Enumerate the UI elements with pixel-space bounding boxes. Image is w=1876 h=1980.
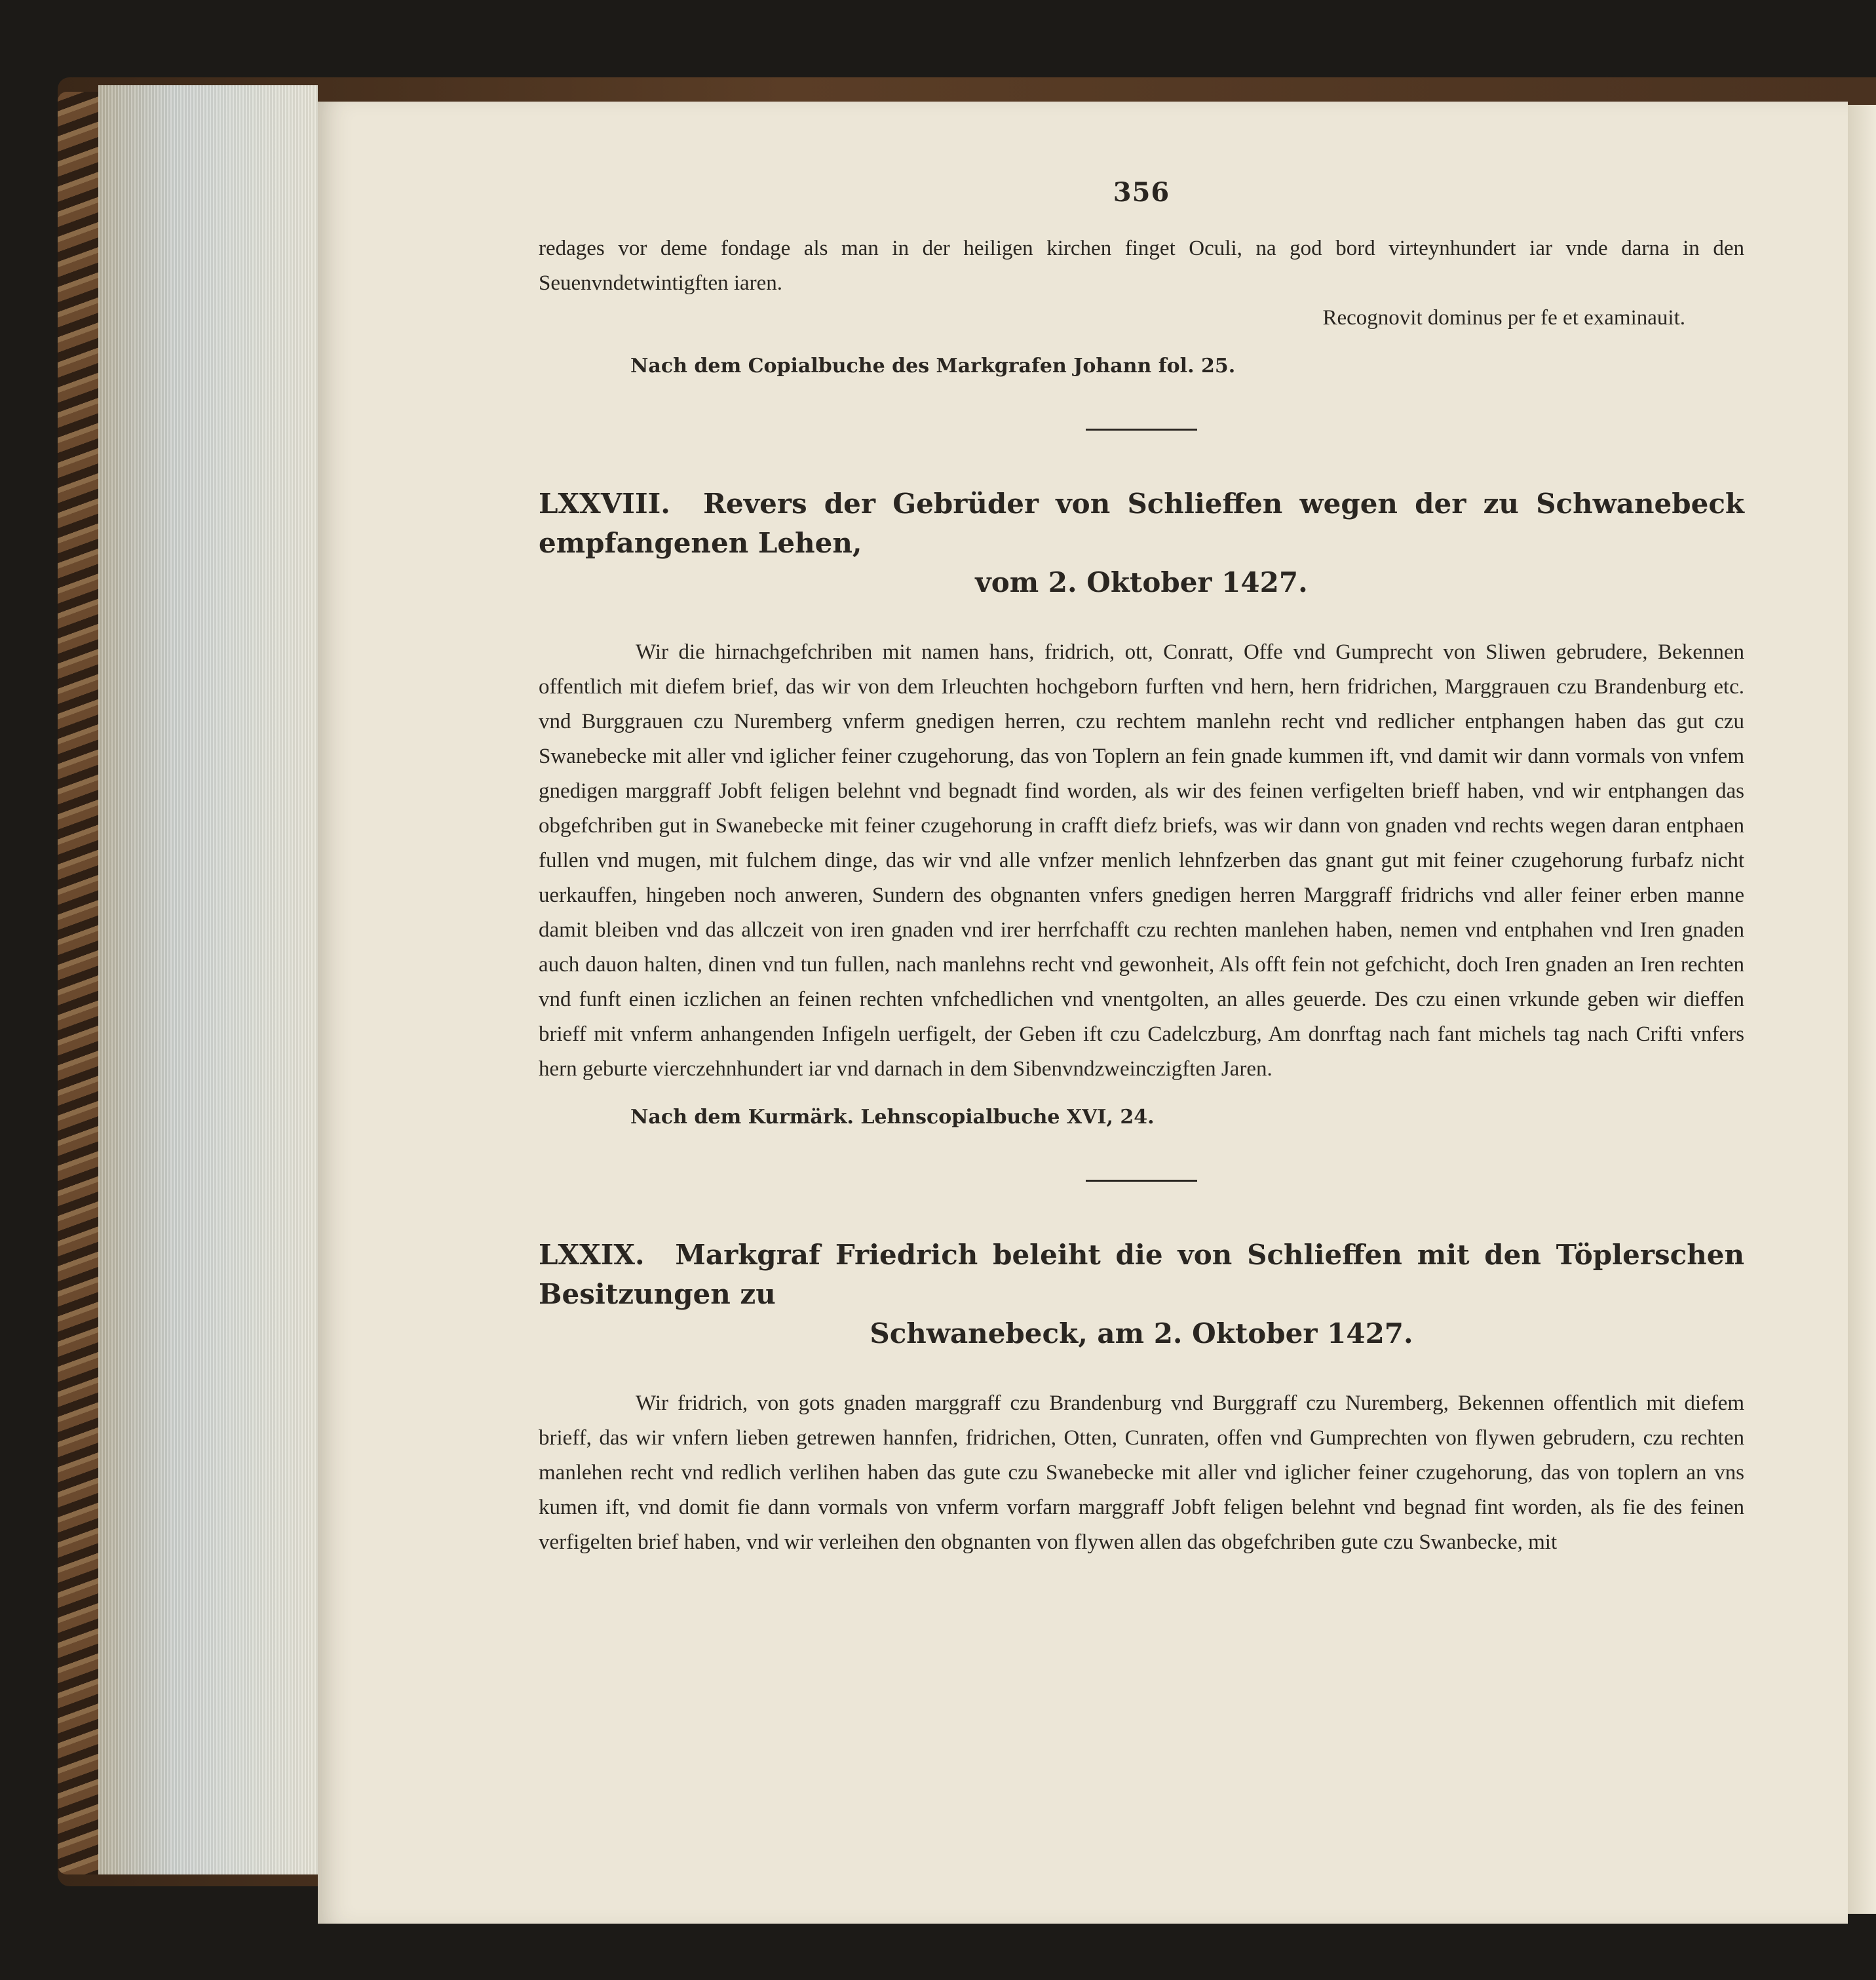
source-note-1: Nach dem Copialbuche des Markgrafen Johann fol. 25.: [630, 355, 1236, 378]
section-title-79-line1: Markgraf Friedrich beleiht die von Schlieffen mit den Töplerschen Besitzungen zu: [539, 1239, 1744, 1310]
section-paragraph-79: Wir fridrich, von gots gnaden marggraff czu Brandenburg vnd Burggraff czu Nuremberg, Bekennen offentlich mit diefem brieff, das wir vnfern lieben getrewen hannfen, fridrichen, Otten, Cunraten, offen vnd Gumprechten von flywen gebrudern, czu rechten manlehen recht vnd redlich verlihen haben das gute czu Swanebecke mit aller vnd iglicher feiner czugehorung, das von toplern an vns kumen ift, vnd domit fie dann vormals von vnferm vorfarn marggraff Jobft feligen belehnt vnd begnad fint worden, als fie des feinen verfigelten brief haben, vnd wir verleihen den obgnanten von flywen allen das obgefchriben gute czu Swanbecke, mit: [539, 1391, 1744, 1554]
section-divider-2: [1086, 1180, 1197, 1182]
page-number: 356: [1113, 177, 1170, 208]
section-paragraph-78: Wir die hirnachgefchriben mit namen hans, fridrich, ott, Conratt, Offe vnd Gumprecht von Sliwen gebrudere, Bekennen offentlich mit diefem brief, das wir von dem Irleuchten hochgeborn furften vnd hern, hern fridrichen, Marggrauen czu Brandenburg etc. vnd Burggrauen czu Nuremberg vnferm gnedigen herren, czu rechtem manlehn recht vnd redlicher entphangen haben das gut czu Swanebecke mit aller vnd iglicher feiner czugehorung, das von Toplern an fein gnade kummen ift, vnd damit wir dann vormals von vnfem gnedigen marggraff Jobft feligen belehnt vnd begnadt find worden, als wir des feinen verfigelten brieff haben, vnd wir entphangen das obgefchriben gut in Swanebecke mit feiner czugehorung in crafft diefz briefs, was wir dann von gnaden vnd rechts wegen daran entphaen fullen vnd mugen, mit fulchem dinge, das wir vnd alle vnfzer menlich lehnfzerben das gnant gut mit feiner czugehorung furbafz nicht uerkauffen, hingeben noch anweren, Sundern des obgnanten vnfers gnedigen herren Marggraff fridrichs vnd aller feiner erben manne damit bleiben vnd das allczeit von iren gnaden vnd irer herrfchafft czu rechten manlehen haben, nemen vnd entphahen vnd Iren gnaden auch dauon halten, dinen vnd tun fullen, nach manlehns recht vnd gewonheit, Als offt fein not gefchicht, doch Iren gnaden an Iren rechten vnd funft einen iczlichen an feinen rechten vnfchedlichen vnd vnentgolten, an alles geuerde. Des czu einen vrkunde geben wir dieffen brieff mit vnferm anhangenden Infigeln uerfigelt, der Geben ift czu Cadelczburg, Am donrftag nach fant michels tag nach Crifti vnfers hern geburte vierczehnhundert iar vnd darnach in dem Sibenvndzweinczigften Jaren.: [539, 640, 1744, 1081]
continuation-paragraph: redages vor deme fondage als man in der heiligen kirchen finget Oculi, na god bord virteynhundert iar vnde darna in den Seuenvndetwintigften iaren.: [539, 237, 1744, 295]
section-title-79-line2: Schwanebeck, am 2. Oktober 1427.: [870, 1317, 1413, 1349]
section-title-78-line1: Revers der Gebrüder von Schlieffen wegen der zu Schwanebeck empfangenen Lehen,: [539, 488, 1745, 559]
page-content: [539, 177, 1744, 1560]
recognovit-line: Recognovit dominus per fe et examinauit.: [1322, 306, 1685, 330]
section-number-79: LXXIX.: [539, 1239, 645, 1271]
section-heading-79: [539, 1235, 1744, 1353]
facing-page-edge: [1848, 105, 1876, 1914]
marbled-cover-edge: [58, 92, 104, 1874]
section-divider-1: [1086, 429, 1197, 431]
section-number-78: LXXVIII.: [539, 488, 670, 520]
section-heading-78: [539, 484, 1744, 602]
page-edges: [98, 85, 318, 1874]
source-note-2: Nach dem Kurmärk. Lehnscopialbuche XVI, 24.: [630, 1106, 1155, 1129]
section-title-78-line2: vom 2. Oktober 1427.: [975, 566, 1308, 598]
